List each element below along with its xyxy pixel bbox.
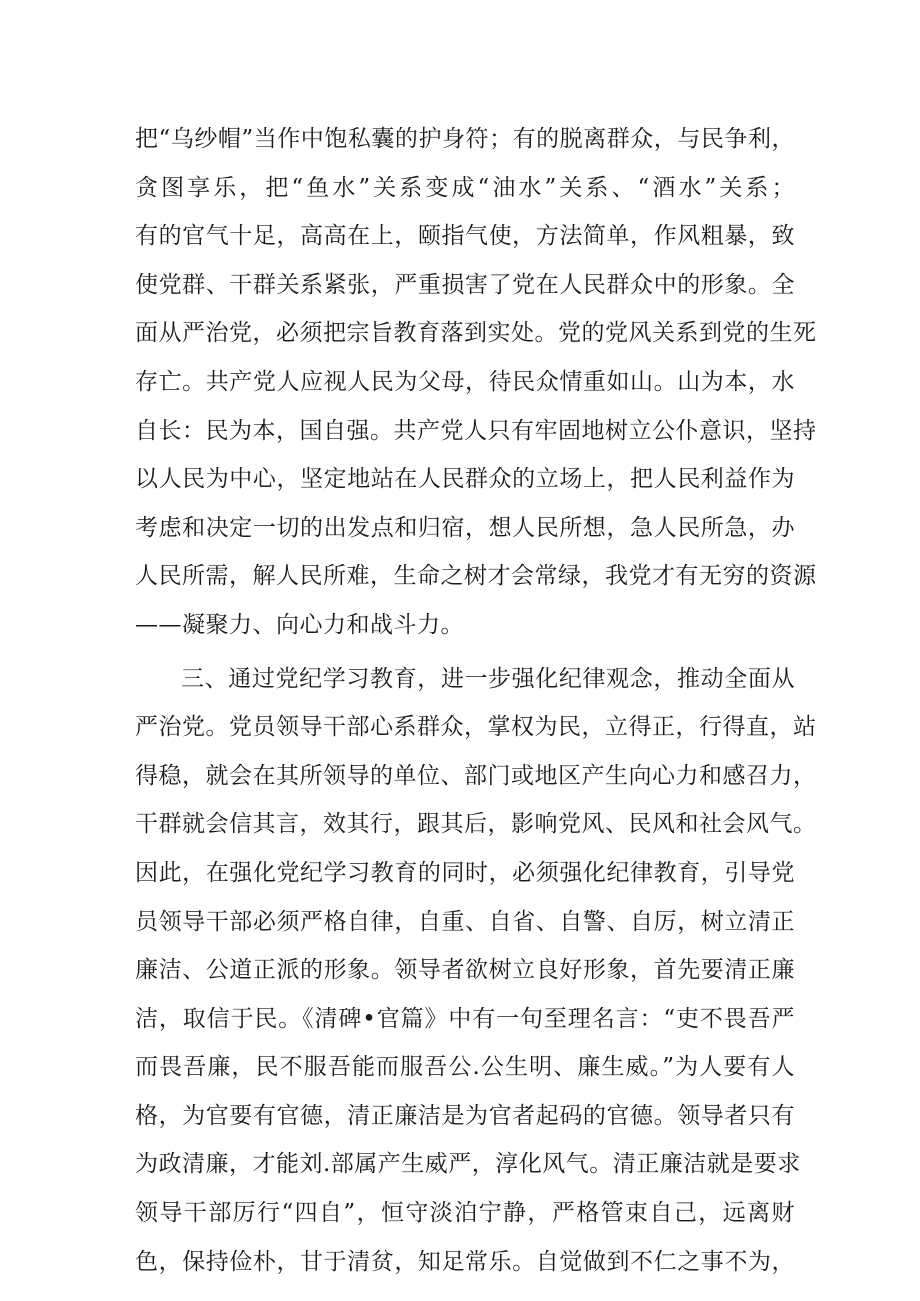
text-line: 洁，取信于民。《清碑•官篇》中有一句至理名言：“吏不畏吾严 bbox=[135, 1005, 795, 1032]
text-line: 存亡。共产党人应视人民为父母，待民众情重如山。山为本，水 bbox=[135, 368, 795, 395]
text-line: 面从严治党，必须把宗旨教育落到实处。党的党风关系到党的生死 bbox=[135, 320, 817, 347]
paragraph-1 bbox=[135, 115, 817, 650]
text-line: 人民所需，解人民所难，生命之树才会常绿，我党才有无穷的资源 bbox=[135, 563, 817, 590]
text-line: 因此，在强化党纪学习教育的同时，必须强化纪律教育，引导党 bbox=[135, 859, 795, 886]
document-body bbox=[135, 115, 817, 1286]
text-line: 而畏吾廉，民不服吾能而服吾公.公生明、廉生威。”为人要有人 bbox=[135, 1054, 795, 1081]
text-line: 得稳，就会在其所领导的单位、部门或地区产生向心力和感召力， bbox=[135, 762, 817, 789]
text-line: 廉洁、公道正派的形象。领导者欲树立良好形象，首先要清正廉 bbox=[135, 957, 795, 984]
text-line: 领导干部厉行“四自”，恒守淡泊宁静，严格管束自己，远离财 bbox=[135, 1200, 795, 1227]
text-line: 使党群、干群关系紧张，严重损害了党在人民群众中的形象。全 bbox=[135, 271, 795, 298]
text-line: 以人民为中心，坚定地站在人民群众的立场上，把人民利益作为 bbox=[135, 466, 795, 493]
text-line: ——凝聚力、向心力和战斗力。 bbox=[135, 611, 464, 638]
text-line: 为政清廉，才能刘.部属产生威严，淳化风气。清正廉洁就是要求 bbox=[135, 1151, 801, 1178]
text-line: 员领导干部必须严格自律，自重、自省、自警、自厉，树立清正 bbox=[135, 908, 795, 935]
text-line: 严治党。党员领导干部心系群众，掌权为民，立得正，行得直，站 bbox=[135, 714, 817, 741]
paragraph-2 bbox=[135, 655, 817, 1287]
text-line: 贪图享乐，把“鱼水”关系变成“油水”关系、“酒水”关系； bbox=[135, 174, 795, 201]
text-line: 自长：民为本，国自强。共产党人只有牢固地树立公仆意识，坚持 bbox=[135, 417, 817, 444]
text-line: 格，为官要有官德，清正廉洁是为官者起码的官德。领导者只有 bbox=[135, 1102, 795, 1129]
text-line: 把“乌纱帽”当作中饱私囊的护身符；有的脱离群众，与民争利， bbox=[135, 126, 795, 152]
text-line: 色，保持俭朴，甘于清贫，知足常乐。自觉做到不仁之事不为， bbox=[135, 1248, 795, 1275]
text-line: 三、通过党纪学习教育，进一步强化纪律观念，推动全面从 bbox=[181, 665, 795, 692]
text-line: 有的官气十足，高高在上，颐指气使，方法简单，作风粗暴，致 bbox=[135, 223, 795, 250]
text-line: 干群就会信其言，效其行，跟其后，影响党风、民风和社会风气。 bbox=[135, 811, 817, 838]
text-line: 考虑和决定一切的出发点和归宿，想人民所想，急人民所急，办 bbox=[135, 514, 795, 541]
